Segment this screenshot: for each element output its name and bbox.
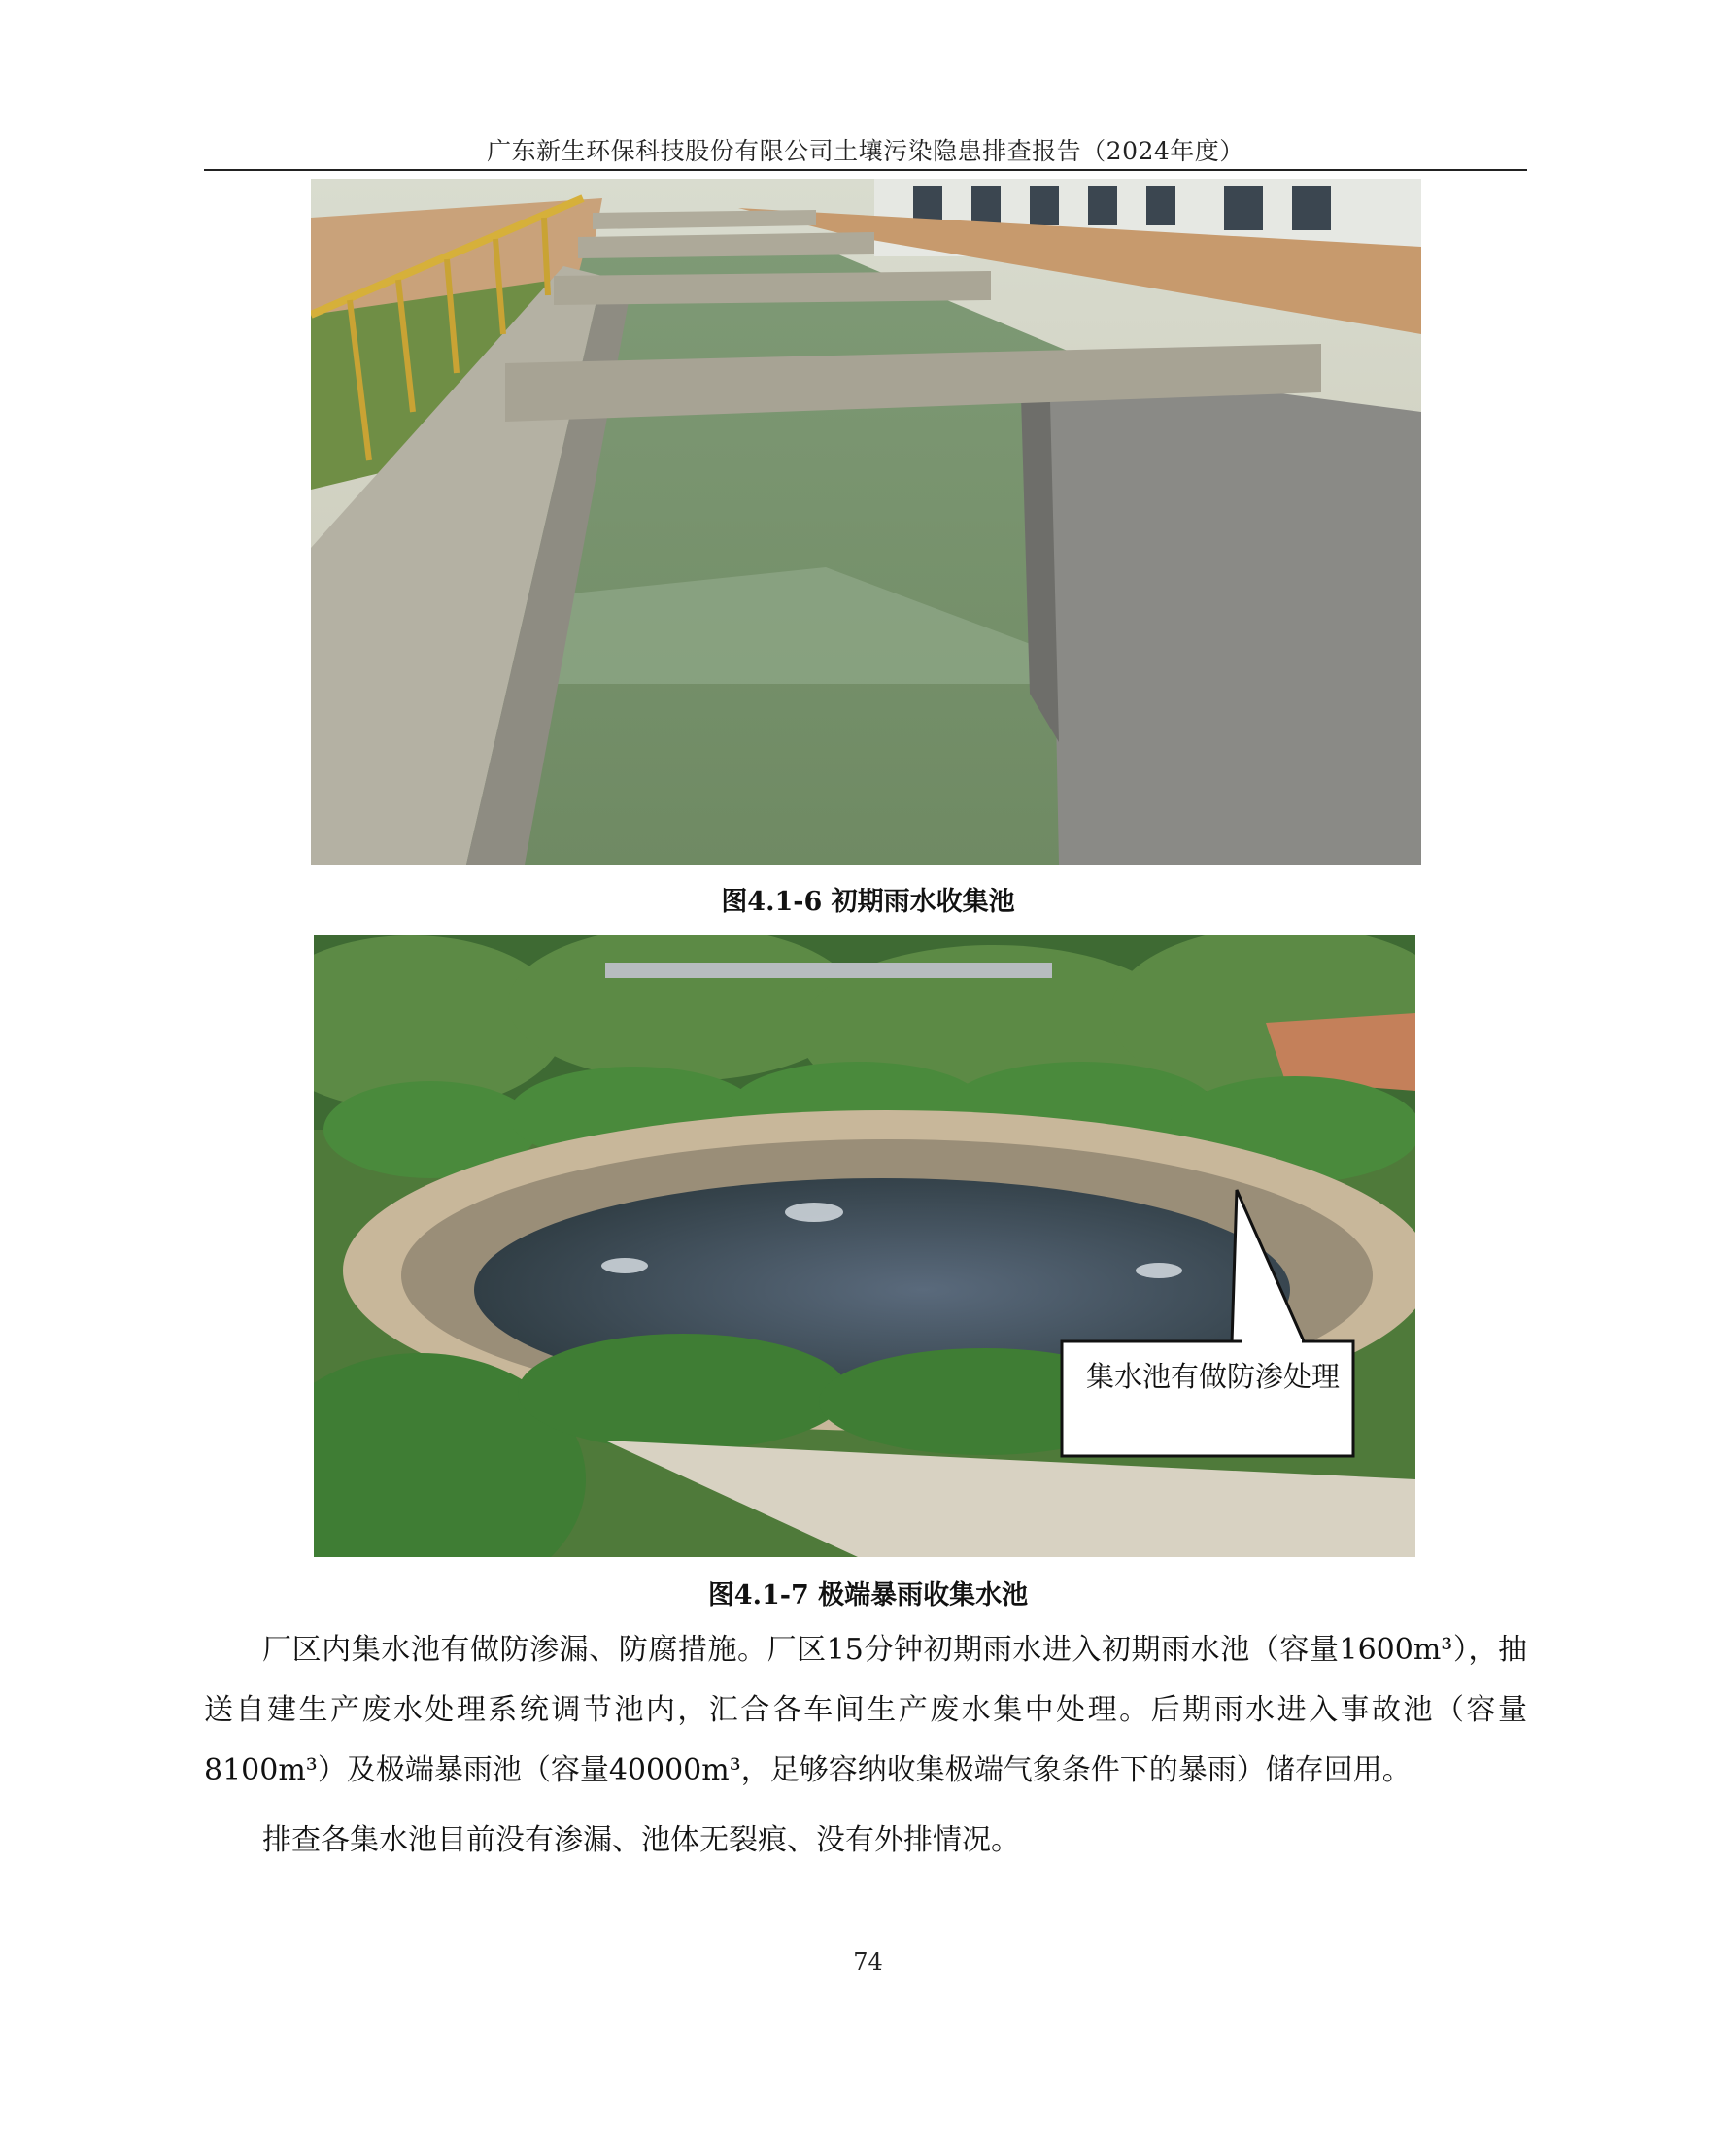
photo-initial-rainwater-pool — [311, 179, 1421, 865]
paragraph: 排查各集水池目前没有渗漏、池体无裂痕、没有外排情况。 — [262, 1823, 1020, 1857]
figure-caption-2: 图4.1-7 极端暴雨收集水池 — [707, 1580, 1029, 1610]
page-number: 74 — [853, 1949, 883, 1976]
figure-caption-1: 图4.1-6 初期雨水收集池 — [721, 887, 1015, 917]
photo-initial-rainwater-pool-image — [311, 179, 1421, 865]
paragraph: 厂区内集水池有做防渗漏、防腐措施。厂区15分钟初期雨水进入初期雨水池（容量1600m³），抽送自建生产废水处理系统调节池内，汇合各车间生产废水集中处理。后期雨水进入事故池（容量8100m³）及极端暴雨池（容量40000m³，足够容纳收集极端气象条件下的暴雨）储存回用。 — [204, 1633, 1527, 1787]
header-rule — [204, 169, 1527, 171]
photo-extreme-rainstorm-pool — [314, 935, 1415, 1557]
page-header: 广东新生环保科技股份有限公司土壤污染隐患排查报告（2024年度） — [487, 137, 1244, 165]
body-text — [204, 1620, 1527, 1871]
photo-extreme-rainstorm-pool-image — [314, 935, 1415, 1557]
callout-text: 集水池有做防渗处理 — [1086, 1360, 1341, 1393]
